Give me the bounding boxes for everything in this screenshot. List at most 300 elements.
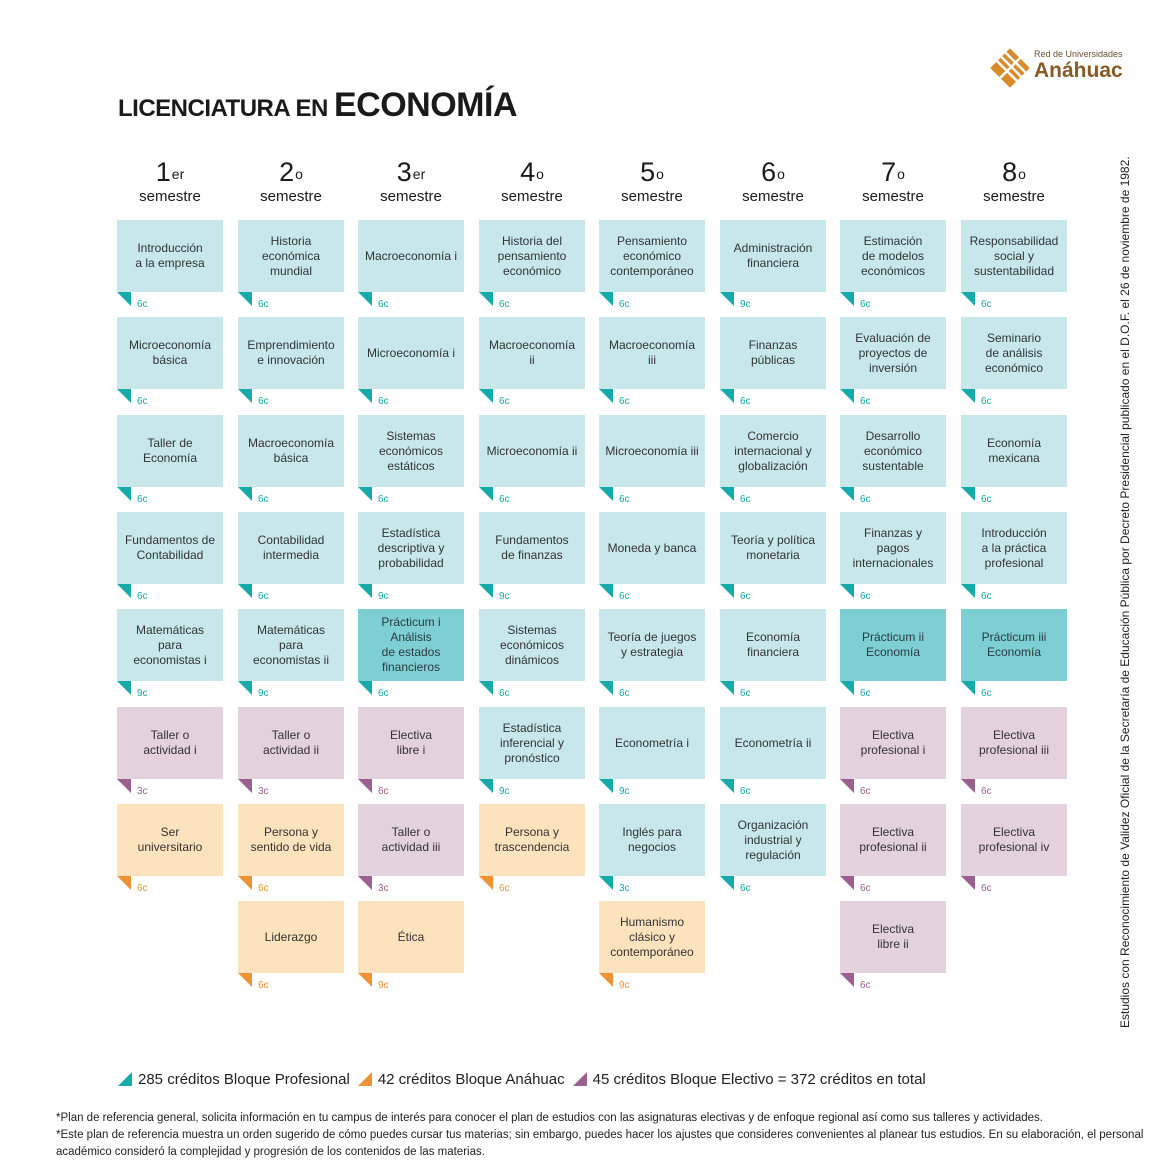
course-card xyxy=(961,609,1067,681)
anahuac-marker-icon xyxy=(358,1072,372,1086)
course-name: Prácticum iii Economía xyxy=(981,630,1047,659)
course-name: Emprendimiento e innovación xyxy=(247,338,335,367)
course-name: Seminario de análisis económico xyxy=(984,330,1044,375)
legend-profesional xyxy=(118,1071,350,1088)
logo-brand-text: Anáhuac xyxy=(1034,59,1123,82)
course-credits: 6c xyxy=(860,883,871,894)
course-credits: 6c xyxy=(860,786,871,797)
credit-marker-icon xyxy=(358,292,372,306)
course-credits: 6c xyxy=(258,591,269,602)
course-name: Taller o actividad ii xyxy=(262,728,320,757)
course-card xyxy=(117,804,223,876)
course-credits: 6c xyxy=(499,883,510,894)
course-name: Macroeconomía i xyxy=(364,248,458,263)
course-credits: 9c xyxy=(499,786,510,797)
course-credits: 6c xyxy=(258,396,269,407)
course-card xyxy=(599,609,705,681)
course-credits: 9c xyxy=(619,980,630,991)
course-credits: 6c xyxy=(619,494,630,505)
course-name: Electiva profesional i xyxy=(860,728,926,757)
credit-marker-icon xyxy=(117,584,131,598)
course-card xyxy=(238,804,344,876)
credit-marker-icon xyxy=(238,487,252,501)
course-name: Macroeconomía ii xyxy=(488,338,576,367)
credit-marker-icon xyxy=(479,389,493,403)
course-card xyxy=(117,707,223,779)
credit-marker-icon xyxy=(840,681,854,695)
credit-marker-icon xyxy=(238,876,252,890)
course-credits: 6c xyxy=(860,494,871,505)
semester-number-value: 1 xyxy=(155,157,171,187)
course-name: Finanzas y pagos internacionales xyxy=(852,525,934,570)
course-credits: 9c xyxy=(137,688,148,699)
course-name: Taller de Economía xyxy=(142,436,198,465)
credit-marker-icon xyxy=(840,584,854,598)
course-card xyxy=(961,512,1067,584)
course-name: Persona y trascendencia xyxy=(494,825,570,854)
credit-marker-icon xyxy=(358,779,372,793)
course-card xyxy=(720,415,826,487)
course-name: Electiva profesional iv xyxy=(978,825,1050,854)
course-card xyxy=(358,804,464,876)
legend-anahuac-text: 42 créditos Bloque Anáhuac xyxy=(377,1070,565,1088)
course-name: Macroeconomía iii xyxy=(608,338,696,367)
course-name: Ser universitario xyxy=(137,825,203,854)
credit-marker-icon xyxy=(720,779,734,793)
course-credits: 6c xyxy=(860,688,871,699)
course-name: Fundamentos de Contabilidad xyxy=(124,533,216,562)
legend-profesional-text: 285 créditos Bloque Profesional xyxy=(138,1070,350,1088)
course-credits: 6c xyxy=(619,396,630,407)
credit-marker-icon xyxy=(720,681,734,695)
course-name: Pensamiento económico contemporáneo xyxy=(610,233,694,278)
course-card xyxy=(599,415,705,487)
credit-marker-icon xyxy=(599,681,613,695)
course-credits: 3c xyxy=(258,786,269,797)
semester-label: semestre xyxy=(260,188,322,205)
course-credits: 6c xyxy=(378,494,389,505)
course-card xyxy=(358,220,464,292)
course-card xyxy=(238,609,344,681)
course-card xyxy=(238,901,344,973)
semester-header xyxy=(840,156,946,206)
credit-marker-icon xyxy=(117,389,131,403)
credit-marker-icon xyxy=(238,292,252,306)
semester-number-value: 6 xyxy=(761,157,777,187)
semester-number-value: 7 xyxy=(881,157,897,187)
semester-number-value: 5 xyxy=(640,157,656,187)
course-card xyxy=(117,220,223,292)
course-credits: 6c xyxy=(981,786,992,797)
course-card xyxy=(840,317,946,389)
semester-label: semestre xyxy=(501,188,563,205)
course-card xyxy=(961,317,1067,389)
course-card xyxy=(720,707,826,779)
course-name: Macroeconomía básica xyxy=(247,436,335,465)
course-credits: 6c xyxy=(137,883,148,894)
credit-marker-icon xyxy=(840,876,854,890)
credit-marker-icon xyxy=(599,292,613,306)
course-credits: 6c xyxy=(137,494,148,505)
course-card xyxy=(720,317,826,389)
course-name: Finanzas públicas xyxy=(748,338,798,367)
course-name: Microeconomía iii xyxy=(605,443,699,458)
credit-marker-icon xyxy=(840,292,854,306)
course-credits: 6c xyxy=(258,883,269,894)
course-card xyxy=(117,317,223,389)
semester-number xyxy=(358,156,464,188)
course-credits: 6c xyxy=(137,591,148,602)
course-card xyxy=(358,415,464,487)
course-name: Microeconomía ii xyxy=(486,443,578,458)
credit-marker-icon xyxy=(358,389,372,403)
course-name: Introducción a la empresa xyxy=(135,241,205,270)
semester-number-value: 3 xyxy=(396,157,412,187)
credit-marker-icon xyxy=(599,584,613,598)
credit-marker-icon xyxy=(961,779,975,793)
course-name: Estimación de modelos económicos xyxy=(860,233,926,278)
footnotes xyxy=(56,1110,1146,1161)
semester-ordinal-suffix: er xyxy=(412,166,426,182)
semester-label: semestre xyxy=(983,188,1045,205)
title-prefix: LICENCIATURA EN xyxy=(118,95,334,122)
credit-marker-icon xyxy=(358,876,372,890)
course-card xyxy=(358,317,464,389)
course-name: Liderazgo xyxy=(264,929,318,944)
credit-marker-icon xyxy=(720,584,734,598)
course-name: Econometría ii xyxy=(734,735,812,750)
course-name: Organización industrial y regulación xyxy=(737,817,809,862)
semester-number-value: 8 xyxy=(1002,157,1018,187)
semester-ordinal-suffix: o xyxy=(777,166,785,182)
semester-ordinal-suffix: o xyxy=(295,166,303,182)
course-card xyxy=(238,415,344,487)
semester-header xyxy=(479,156,585,206)
course-card xyxy=(599,804,705,876)
semester-label: semestre xyxy=(380,188,442,205)
course-name: Ética xyxy=(397,929,425,944)
course-credits: 6c xyxy=(499,494,510,505)
course-name: Electiva profesional ii xyxy=(859,825,927,854)
course-card xyxy=(840,901,946,973)
course-credits: 6c xyxy=(860,980,871,991)
course-name: Electiva profesional iii xyxy=(978,728,1050,757)
legend-anahuac xyxy=(358,1071,565,1088)
footnote-2: *Este plan de referencia muestra un orden sugerido de cómo puedes cursar tus materias; sin embargo, puedes hacer los ajustes que consideres convenientes al planear tus estudios. En su elaboración, el personal académico consideró la complejidad y progresión de los contenidos de las materias. xyxy=(56,1129,1144,1158)
credit-marker-icon xyxy=(961,584,975,598)
course-credits: 3c xyxy=(619,883,630,894)
course-name: Electiva libre i xyxy=(389,728,433,757)
semester-number xyxy=(720,156,826,188)
semester-label: semestre xyxy=(742,188,804,205)
course-name: Contabilidad intermedia xyxy=(257,533,325,562)
course-credits: 9c xyxy=(619,786,630,797)
course-credits: 6c xyxy=(499,299,510,310)
semester-header xyxy=(358,156,464,206)
course-credits: 3c xyxy=(378,883,389,894)
credit-marker-icon xyxy=(358,487,372,501)
course-card xyxy=(840,415,946,487)
credit-marker-icon xyxy=(238,779,252,793)
course-name: Desarrollo económico sustentable xyxy=(862,428,924,473)
semester-number xyxy=(479,156,585,188)
credit-marker-icon xyxy=(479,487,493,501)
course-card xyxy=(720,220,826,292)
credit-marker-icon xyxy=(479,681,493,695)
credit-marker-icon xyxy=(599,973,613,987)
course-card xyxy=(961,415,1067,487)
credit-marker-icon xyxy=(720,487,734,501)
course-card xyxy=(720,609,826,681)
semester-header xyxy=(961,156,1067,206)
course-card xyxy=(840,512,946,584)
course-name: Econometría i xyxy=(614,735,690,750)
course-card xyxy=(599,512,705,584)
course-card xyxy=(479,804,585,876)
course-card xyxy=(599,707,705,779)
credit-marker-icon xyxy=(961,389,975,403)
course-card xyxy=(961,220,1067,292)
course-credits: 9c xyxy=(499,591,510,602)
course-card xyxy=(479,317,585,389)
course-name: Persona y sentido de vida xyxy=(250,825,332,854)
course-name: Responsabilidad social y sustentabilidad xyxy=(969,233,1059,278)
legend-electivo xyxy=(573,1071,926,1088)
course-card xyxy=(720,512,826,584)
credit-marker-icon xyxy=(117,292,131,306)
course-credits: 6c xyxy=(499,688,510,699)
course-card xyxy=(961,707,1067,779)
course-name: Historia económica mundial xyxy=(261,233,321,278)
course-name: Historia del pensamiento económico xyxy=(497,233,567,278)
credit-marker-icon xyxy=(720,876,734,890)
course-card xyxy=(961,804,1067,876)
course-credits: 6c xyxy=(499,396,510,407)
credit-marker-icon xyxy=(840,487,854,501)
course-credits: 9c xyxy=(378,591,389,602)
credit-marker-icon xyxy=(961,487,975,501)
course-credits: 6c xyxy=(981,396,992,407)
course-credits: 6c xyxy=(137,396,148,407)
course-name: Administración financiera xyxy=(733,241,813,270)
semester-header xyxy=(117,156,223,206)
semester-ordinal-suffix: o xyxy=(1018,166,1026,182)
credit-marker-icon xyxy=(840,389,854,403)
profesional-marker-icon xyxy=(118,1072,132,1086)
course-credits: 6c xyxy=(981,883,992,894)
semester-number xyxy=(840,156,946,188)
course-card xyxy=(479,609,585,681)
course-credits: 6c xyxy=(378,688,389,699)
course-card xyxy=(479,415,585,487)
credit-marker-icon xyxy=(961,292,975,306)
credit-marker-icon xyxy=(479,779,493,793)
credit-marker-icon xyxy=(238,584,252,598)
course-credits: 9c xyxy=(378,980,389,991)
title-main: ECONOMÍA xyxy=(334,86,517,124)
course-card xyxy=(840,707,946,779)
course-credits: 6c xyxy=(740,883,751,894)
course-credits: 6c xyxy=(619,299,630,310)
semester-ordinal-suffix: o xyxy=(897,166,905,182)
semester-ordinal-suffix: o xyxy=(656,166,664,182)
course-credits: 6c xyxy=(619,591,630,602)
course-card xyxy=(479,220,585,292)
course-card xyxy=(840,609,946,681)
course-credits: 6c xyxy=(378,299,389,310)
course-name: Prácticum ii Economía xyxy=(861,630,924,659)
semester-number-value: 4 xyxy=(520,157,536,187)
course-card xyxy=(599,901,705,973)
course-name: Matemáticas para economistas i xyxy=(133,622,207,667)
course-card xyxy=(479,512,585,584)
credit-marker-icon xyxy=(479,584,493,598)
course-card xyxy=(358,512,464,584)
footnote-1: *Plan de referencia general, solicita información en tu campus de interés para conocer el plan de estudios con las asignaturas electivas y de enfoque regional así como sus talleres y actividades. xyxy=(56,1112,1044,1124)
course-name: Taller o actividad iii xyxy=(381,825,441,854)
course-name: Sistemas económicos dinámicos xyxy=(499,622,565,667)
credit-marker-icon xyxy=(840,779,854,793)
credit-marker-icon xyxy=(479,292,493,306)
course-name: Matemáticas para economistas ii xyxy=(252,622,330,667)
credit-marker-icon xyxy=(599,487,613,501)
anahuac-logo-mark-icon xyxy=(990,48,1030,88)
course-card xyxy=(358,901,464,973)
course-credits: 6c xyxy=(137,299,148,310)
course-name: Estadística descriptiva y probabilidad xyxy=(377,525,445,570)
credit-marker-icon xyxy=(238,389,252,403)
course-credits: 9c xyxy=(258,688,269,699)
course-name: Inglés para negocios xyxy=(622,825,682,854)
credit-marker-icon xyxy=(358,681,372,695)
electivo-marker-icon xyxy=(573,1072,587,1086)
semester-number xyxy=(238,156,344,188)
semester-ordinal-suffix: er xyxy=(171,166,185,182)
course-credits: 6c xyxy=(378,396,389,407)
course-credits: 6c xyxy=(981,591,992,602)
credit-marker-icon xyxy=(117,876,131,890)
semester-label: semestre xyxy=(139,188,201,205)
course-card xyxy=(117,512,223,584)
course-name: Estadística inferencial y pronóstico xyxy=(499,720,565,765)
rvoe-vertical-note: Estudios con Reconocimiento de Validez Oficial de la Secretaría de Educación Pública por Decreto Presidencial publicado en el D.O.F. el 26 de noviembre de 1982. xyxy=(1118,156,1132,1028)
credit-marker-icon xyxy=(117,487,131,501)
anahuac-logo xyxy=(990,44,1123,88)
course-card xyxy=(599,317,705,389)
course-name: Microeconomía i xyxy=(366,345,456,360)
course-card xyxy=(238,512,344,584)
credit-marker-icon xyxy=(117,681,131,695)
course-credits: 6c xyxy=(860,396,871,407)
credit-marker-icon xyxy=(479,876,493,890)
credit-marker-icon xyxy=(117,779,131,793)
credit-marker-icon xyxy=(358,973,372,987)
credit-marker-icon xyxy=(599,389,613,403)
logo-network-text: Red de Universidades xyxy=(1034,49,1123,59)
course-credits: 6c xyxy=(740,396,751,407)
semester-number xyxy=(961,156,1067,188)
course-credits: 9c xyxy=(740,299,751,310)
credit-marker-icon xyxy=(358,584,372,598)
course-card xyxy=(720,804,826,876)
course-name: Teoría y política monetaria xyxy=(730,533,816,562)
semester-header xyxy=(599,156,705,206)
course-name: Moneda y banca xyxy=(607,540,697,555)
semester-label: semestre xyxy=(621,188,683,205)
semester-number-value: 2 xyxy=(279,157,295,187)
course-card xyxy=(840,804,946,876)
course-credits: 6c xyxy=(981,494,992,505)
course-card xyxy=(117,415,223,487)
credit-marker-icon xyxy=(238,973,252,987)
course-credits: 3c xyxy=(137,786,148,797)
course-card xyxy=(238,707,344,779)
course-name: Electiva libre ii xyxy=(871,922,915,951)
semester-label: semestre xyxy=(862,188,924,205)
course-credits: 6c xyxy=(860,591,871,602)
credit-marker-icon xyxy=(599,876,613,890)
course-name: Evaluación de proyectos de inversión xyxy=(855,330,931,375)
course-card xyxy=(599,220,705,292)
credit-marker-icon xyxy=(599,779,613,793)
course-credits: 6c xyxy=(740,494,751,505)
course-credits: 6c xyxy=(258,494,269,505)
credit-marker-icon xyxy=(238,681,252,695)
course-credits: 6c xyxy=(740,786,751,797)
semester-header xyxy=(238,156,344,206)
course-name: Economía financiera xyxy=(745,630,801,659)
course-card xyxy=(358,707,464,779)
credit-marker-icon xyxy=(840,973,854,987)
course-name: Sistemas económicos estáticos xyxy=(378,428,444,473)
credits-legend xyxy=(118,1069,934,1089)
course-card xyxy=(479,707,585,779)
course-card xyxy=(840,220,946,292)
course-name: Taller o actividad i xyxy=(143,728,197,757)
course-name: Microeconomía básica xyxy=(128,338,212,367)
course-name: Introducción a la práctica profesional xyxy=(981,525,1047,570)
course-credits: 6c xyxy=(981,299,992,310)
credit-marker-icon xyxy=(961,876,975,890)
course-credits: 6c xyxy=(860,299,871,310)
course-name: Teoría de juegos y estrategia xyxy=(607,630,697,659)
course-credits: 6c xyxy=(740,591,751,602)
course-card xyxy=(358,609,464,681)
course-credits: 6c xyxy=(258,299,269,310)
credit-marker-icon xyxy=(961,681,975,695)
course-name: Humanismo clásico y contemporáneo xyxy=(610,914,694,959)
course-card xyxy=(238,220,344,292)
course-name: Fundamentos de finanzas xyxy=(495,533,569,562)
course-credits: 6c xyxy=(378,786,389,797)
course-name: Prácticum i Análisis de estados financieros xyxy=(381,615,441,674)
legend-electivo-text: 45 créditos Bloque Electivo = 372 créditos en total xyxy=(592,1070,926,1088)
course-card xyxy=(117,609,223,681)
semester-header xyxy=(720,156,826,206)
course-credits: 6c xyxy=(740,688,751,699)
credit-marker-icon xyxy=(720,389,734,403)
course-name: Comercio internacional y globalización xyxy=(734,428,812,473)
semester-number xyxy=(599,156,705,188)
course-credits: 6c xyxy=(258,980,269,991)
semester-number xyxy=(117,156,223,188)
course-name: Economía mexicana xyxy=(986,436,1042,465)
page-title xyxy=(118,86,517,125)
course-credits: 6c xyxy=(981,688,992,699)
course-credits: 6c xyxy=(619,688,630,699)
course-card xyxy=(238,317,344,389)
semester-ordinal-suffix: o xyxy=(536,166,544,182)
